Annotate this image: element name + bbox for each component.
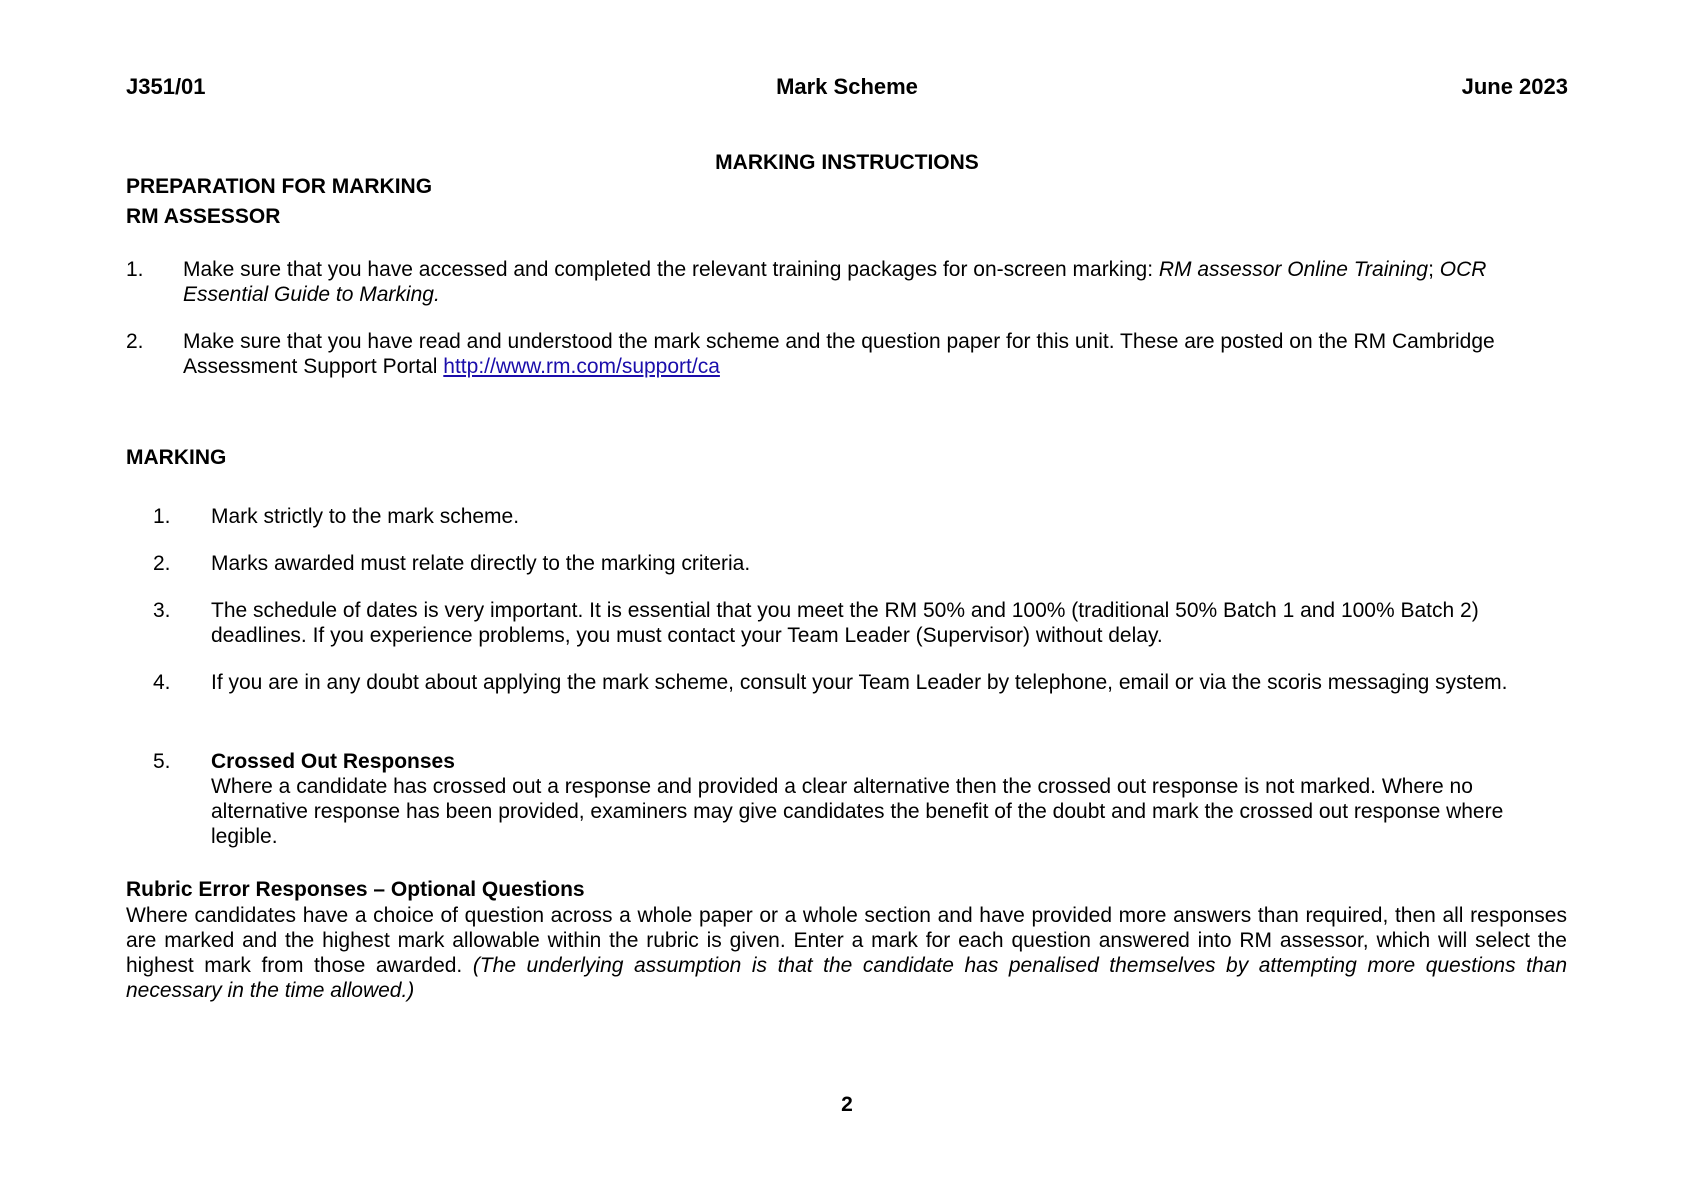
page-title: MARKING INSTRUCTIONS	[715, 151, 979, 174]
item-text: The schedule of dates is very important. It is essential that you meet the RM 50% and 100% (traditional 50% Batch 1 and 100% Batch 2) deadlines. If you experience problems, you must contact your Team Leader (Supervisor) without delay.	[211, 599, 1479, 647]
rm-assessor-heading: RM ASSESSOR	[126, 205, 281, 228]
item-text: Make sure that you have accessed and completed the relevant training packages for on-screen marking: RM assessor Online Training; OCR Essential Guide to Marking.	[183, 258, 1487, 306]
guide-name: OCR Essential Guide to Marking	[183, 258, 1487, 306]
marking-heading: MARKING	[126, 446, 227, 469]
rubric-paragraph: Where candidates have a choice of question across a whole paper or a whole section and have provided more answers than required, then all responses are marked and the highest mark allowable within the rubric is given. Enter a mark for each question answered into RM assessor, which will select the highest mark from those awarded. (The underlying assumption is that the candidate has penalised themselves by attempting more questions than necessary in the time allowed.)	[126, 904, 1568, 1002]
rubric-note: (The underlying assumption is that the candidate has penalised themselves by attempting more questions than necessary in the time allowed.)	[126, 954, 1568, 1002]
item-text: If you are in any doubt about applying the mark scheme, consult your Team Leader by telephone, email or via the scoris messaging system.	[211, 671, 1508, 694]
item-number: 2.	[153, 552, 171, 575]
item-number: 1.	[153, 505, 171, 528]
paper-code: J351/01	[126, 74, 206, 99]
crossed-out-text: Where a candidate has crossed out a response and provided a clear alternative then the crossed out response is not marked. Where no alternative response has been provided, examiners may give candidates the benefit of the doubt and mark the crossed out response where legible.	[211, 775, 1504, 848]
item-text	[211, 749, 1571, 849]
rubric-heading: Rubric Error Responses – Optional Questions	[126, 878, 585, 901]
item-number: 1.	[126, 258, 144, 281]
item-text: Make sure that you have read and understood the mark scheme and the question paper for this unit. These are posted on the RM Cambridge Assessment Support Portal http://www.rm.com/support/ca	[183, 330, 1495, 378]
item-number: 2.	[126, 330, 144, 353]
document-date: June 2023	[1461, 74, 1568, 99]
training-name: RM assessor Online Training	[1158, 258, 1429, 281]
preparation-heading: PREPARATION FOR MARKING	[126, 175, 433, 198]
page-number: 2	[841, 1093, 853, 1116]
item-text: Marks awarded must relate directly to the marking criteria.	[211, 552, 751, 575]
item-number: 5.	[153, 750, 171, 773]
support-portal-link[interactable]: http://www.rm.com/support/ca	[443, 355, 720, 378]
item-number: 3.	[153, 599, 171, 622]
item-text: Mark strictly to the mark scheme.	[211, 505, 520, 528]
document-title: Mark Scheme	[776, 74, 918, 99]
item-number: 4.	[153, 671, 171, 694]
crossed-out-title: Crossed Out Responses	[211, 750, 455, 773]
